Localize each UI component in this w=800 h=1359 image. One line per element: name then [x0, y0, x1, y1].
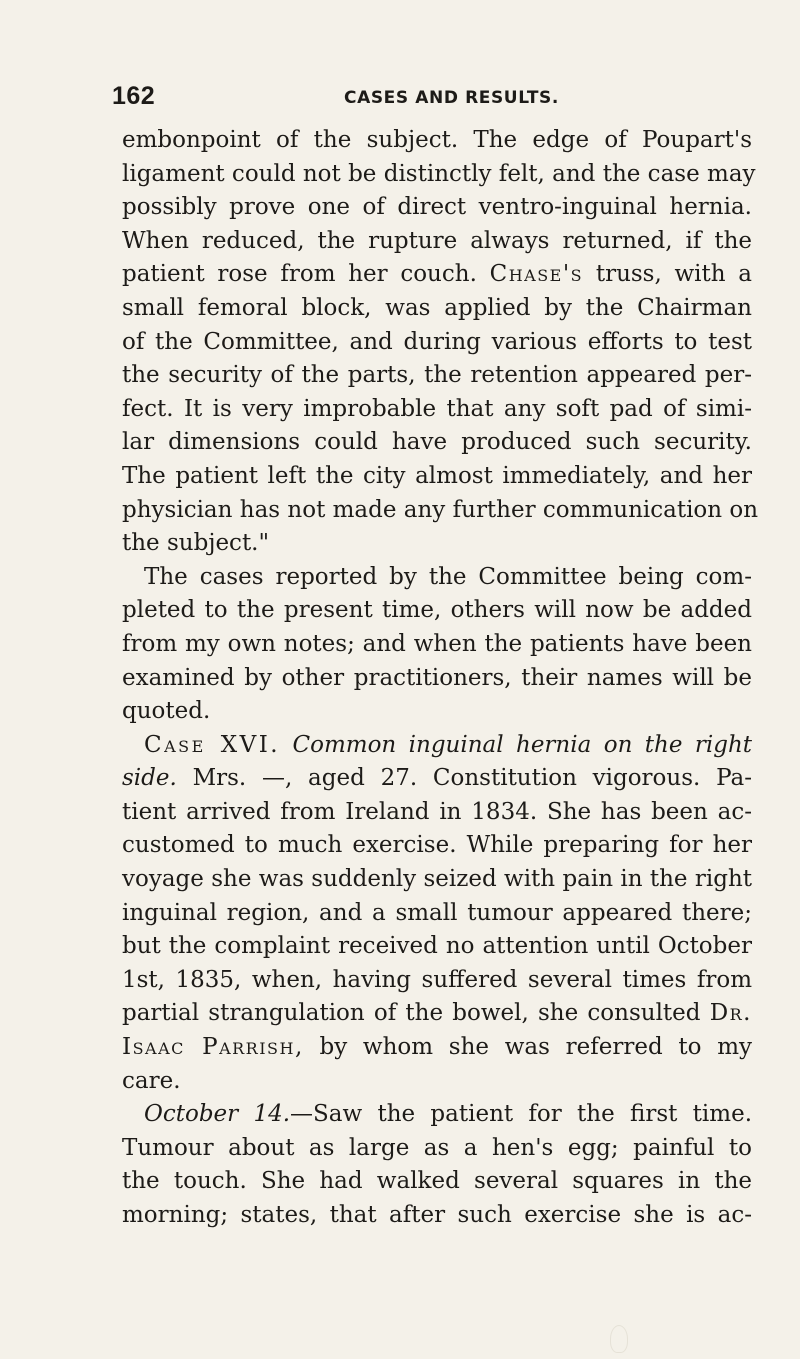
proper-name-chase: Chase's — [489, 261, 584, 288]
text-line — [122, 1098, 752, 1132]
text-line: inguinal region, and a small tumour appeared there; — [122, 899, 752, 926]
text-line: the security of the parts, the retention appeared per- — [122, 362, 752, 389]
text-line: voyage she was suddenly seized with pain in the right — [122, 866, 752, 893]
text-line: quoted. — [122, 698, 211, 725]
case-number: Case XVI. — [144, 731, 281, 758]
text-line — [122, 258, 752, 292]
text-line: When reduced, the rupture always returned, if the — [122, 227, 752, 254]
text-line — [122, 762, 752, 796]
date-entry: October 14. — [144, 1101, 291, 1128]
text-line: possibly prove one of direct ventro-inguinal hernia. — [122, 194, 752, 221]
title-dr: Dr. — [709, 1000, 752, 1027]
text-line: 1st, 1835, when, having suffered several times from — [122, 966, 752, 993]
page-header — [112, 82, 752, 116]
text-line: tient arrived from Ireland in 1834. She has been ac- — [122, 798, 752, 825]
text-line: The patient left the city almost immediately, and her — [122, 462, 752, 489]
text-line: physician has not made any further communication on — [122, 496, 759, 523]
text-line: customed to much exercise. While preparing for her — [122, 832, 752, 859]
text-line: The cases reported by the Committee being com- — [144, 563, 752, 590]
text-run: truss, with a — [595, 261, 753, 288]
text-run: partial strangulation of the bowel, she consulted — [122, 1000, 701, 1027]
running-head: CASES AND RESULTS. — [344, 88, 559, 108]
case-title: Common inguinal hernia on the right — [292, 731, 752, 758]
text-line — [122, 1031, 752, 1065]
text-line: the subject." — [122, 530, 270, 557]
case-heading-line — [122, 729, 752, 763]
case-title-cont: side. — [122, 765, 177, 792]
text-line: small femoral block, was applied by the Chairman — [122, 294, 752, 321]
text-line — [122, 997, 752, 1031]
text-line: of the Committee, and during various efforts to test — [122, 328, 752, 355]
text-run: by whom she was referred to my — [319, 1034, 752, 1061]
text-line: examined by other practitioners, their names will be — [122, 664, 752, 691]
text-line: lar dimensions could have produced such security. — [122, 429, 752, 456]
proper-name-parrish: Isaac Parrish, — [122, 1034, 304, 1061]
paper-smudge — [610, 1325, 628, 1353]
text-line: Tumour about as large as a hen's egg; painful to — [122, 1134, 752, 1161]
text-line: fect. It is very improbable that any soft pad of simi- — [122, 395, 752, 422]
text-line: pleted to the present time, others will now be added — [122, 597, 752, 624]
text-line: care. — [122, 1067, 181, 1094]
text-run: Mrs. —, aged 27. Constitution vigorous. Pa- — [192, 765, 753, 792]
text-line: morning; states, that after such exercise she is ac- — [122, 1202, 752, 1228]
text-line: embonpoint of the subject. The edge of Poupart's — [122, 127, 752, 153]
text-line: but the complaint received no attention until October — [122, 933, 752, 960]
body-text — [122, 124, 759, 1233]
page-number: 162 — [112, 82, 156, 110]
text-line: from my own notes; and when the patients have been — [122, 630, 752, 657]
text-run: patient rose from her couch. — [122, 261, 477, 288]
text-line: the touch. She had walked several squares in the — [122, 1168, 752, 1195]
text-run: —Saw the patient for the first time. — [290, 1101, 753, 1128]
text-line: ligament could not be distinctly felt, and the case may — [122, 160, 756, 187]
